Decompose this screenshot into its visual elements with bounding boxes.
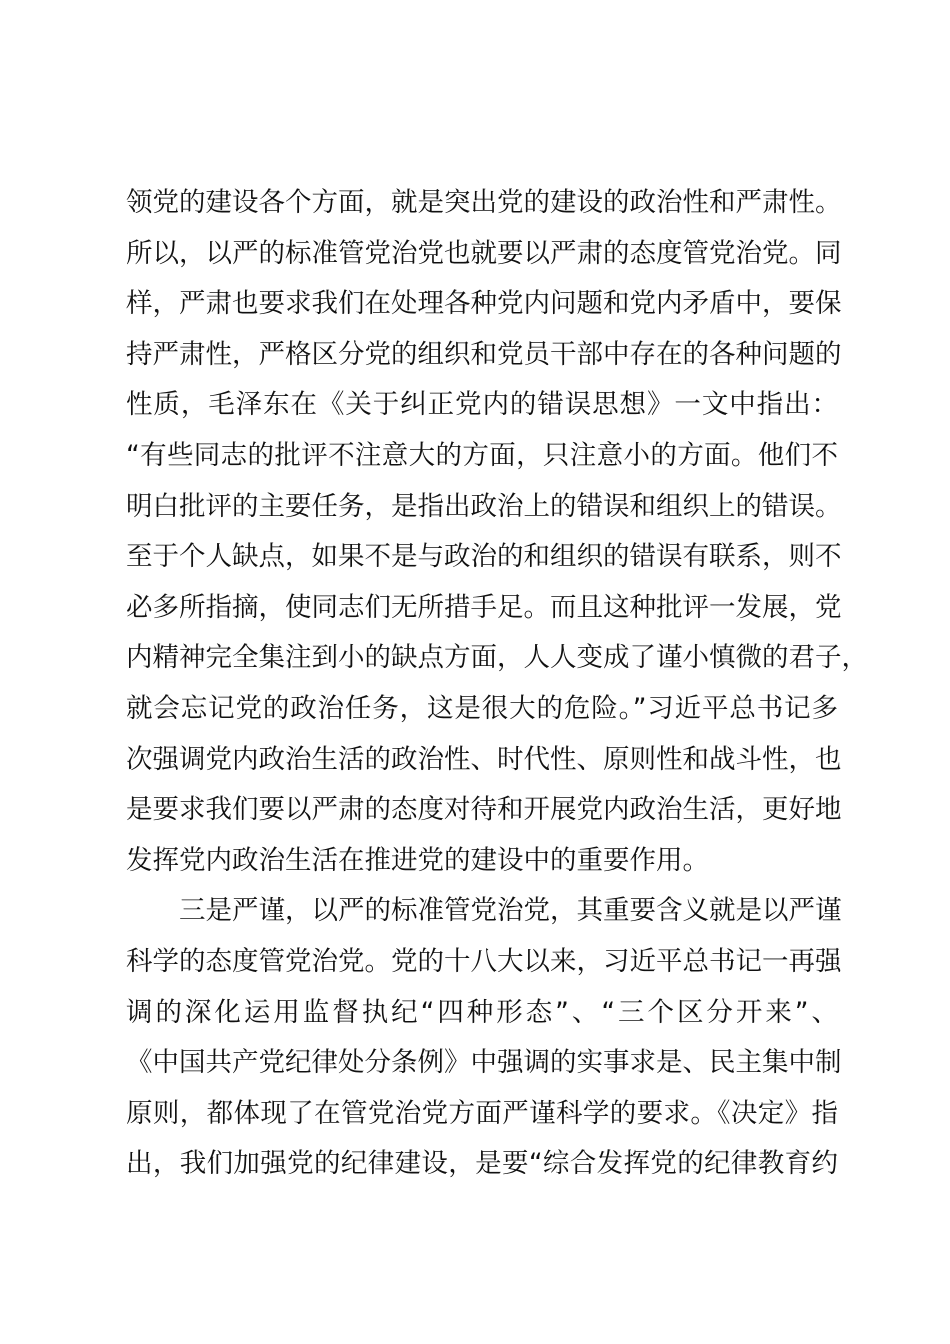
text-line: 必多所指摘，使同志们无所措手足。而且这种批评一发展，党: [126, 591, 842, 623]
text-line: 发挥党内政治生活在推进党的建设中的重要作用。: [126, 844, 709, 876]
text-line: 科学的态度管党治党。党的十八大以来，习近平总书记一再强: [126, 945, 842, 977]
text-line: 调的深化运用监督执纪“四种形态”、“三个区分开来”、: [126, 996, 838, 1028]
text-line: 至于个人缺点，如果不是与政治的和组织的错误有联系，则不: [126, 541, 842, 573]
text-line: 是要求我们要以严肃的态度对待和开展党内政治生活，更好地: [126, 794, 842, 826]
body-text: [126, 178, 868, 1190]
text-line: 次强调党内政治生活的政治性、时代性、原则性和战斗性，也: [126, 743, 842, 775]
text-line: 就会忘记党的政治任务，这是很大的危险。”习近平总书记多: [126, 692, 838, 724]
text-line: 领党的建设各个方面，就是突出党的建设的政治性和严肃性。: [126, 187, 842, 218]
paragraph-first-line: 三是严谨，以严的标准管党治党，其重要含义就是以严谨: [179, 895, 842, 927]
text-line: 样，严肃也要求我们在处理各种党内问题和党内矛盾中，要保: [126, 288, 842, 320]
text-line: 明白批评的主要任务，是指出政治上的错误和组织上的错误。: [126, 490, 842, 522]
text-line: 原则，都体现了在管党治党方面严谨科学的要求。《决定》指: [126, 1097, 838, 1129]
text-line: 持严肃性，严格区分党的组织和党员干部中存在的各种问题的: [126, 338, 842, 370]
text-line: 《中国共产党纪律处分条例》中强调的实事求是、民主集中制: [126, 1047, 842, 1079]
text-line: 内精神完全集注到小的缺点方面，人人变成了谨小慎微的君子，: [126, 642, 868, 674]
text-line: 性质，毛泽东在《关于纠正党内的错误思想》一文中指出：: [126, 389, 838, 421]
text-line: 所以，以严的标准管党治党也就要以严肃的态度管党治党。同: [126, 237, 842, 269]
text-line: “有些同志的批评不注意大的方面，只注意小的方面。他们不: [126, 439, 838, 471]
text-line: 出，我们加强党的纪律建设，是要“综合发挥党的纪律教育约: [126, 1148, 838, 1180]
